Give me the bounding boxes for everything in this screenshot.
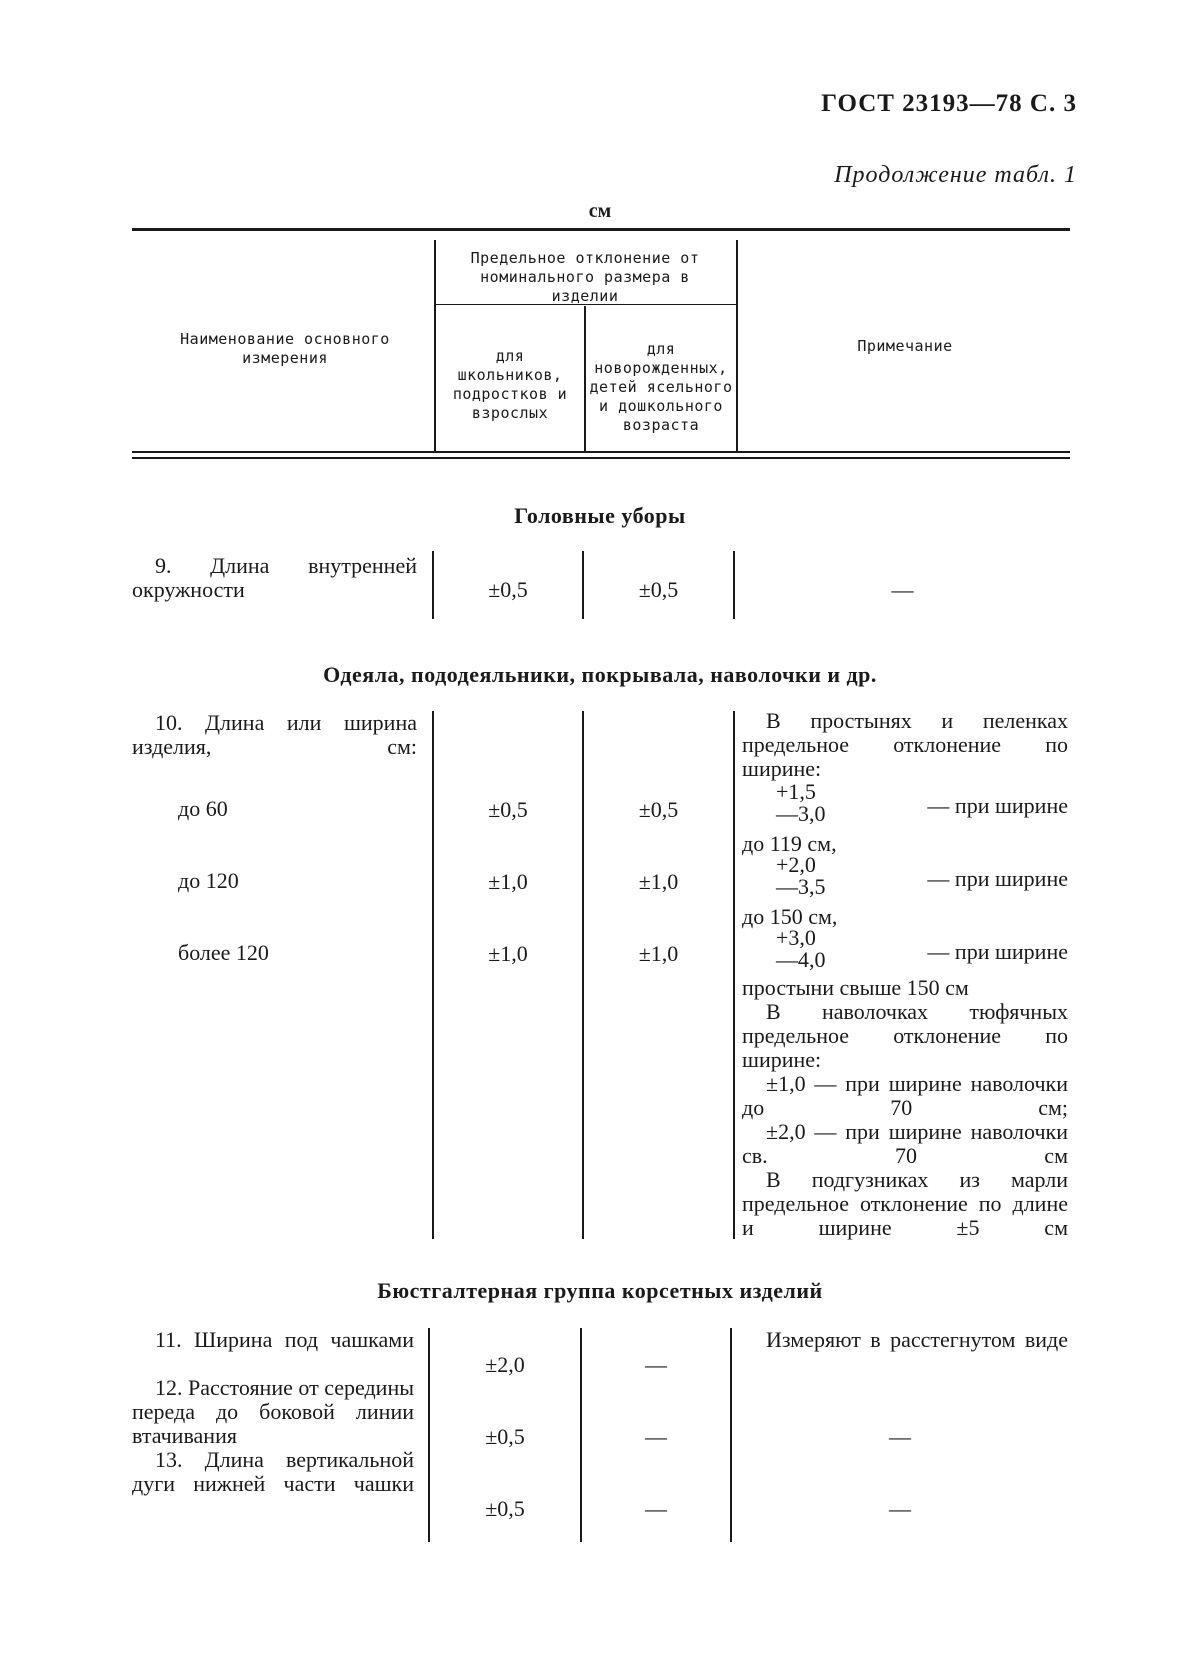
- column-header-children: для новорожденных, детей ясельного и дошкольного возраста: [589, 340, 733, 434]
- tolerance-limit: до 119 см,: [742, 831, 837, 856]
- header-divider-2: [584, 306, 586, 452]
- tolerance-fraction: +2,0 —3,5: [776, 852, 826, 899]
- column-header-name: Наименование основного измерения: [180, 330, 390, 367]
- document-reference: ГОСТ 23193—78 С. 3: [821, 90, 1077, 117]
- value-children: ±1,0: [638, 869, 679, 894]
- row-name: 13. Длина вертикальной дуги нижней части чашки: [132, 1447, 414, 1496]
- subrow-label: до 60: [178, 796, 228, 821]
- row-name: 9. Длина внутренней окружности: [132, 553, 417, 602]
- row-name: 10. Длина или ширина изделия, см:: [132, 710, 417, 759]
- row-divider: [432, 711, 434, 1239]
- value-children: —: [645, 1496, 667, 1521]
- tolerance-fraction: +3,0 —4,0: [776, 925, 826, 972]
- section-title: Одеяла, пододеяльники, покрывала, наволочки и др.: [323, 662, 877, 687]
- column-header-note: Примечание: [857, 337, 953, 355]
- value-note: —: [889, 1496, 911, 1521]
- unit-label: см: [588, 200, 612, 222]
- row-divider: [733, 711, 735, 1239]
- tolerance-condition: — при ширине: [927, 866, 1068, 891]
- row-name: 11. Ширина под чашками: [155, 1327, 414, 1352]
- value-adults: ±1,0: [488, 869, 528, 894]
- row-name: 12. Расстояние от середины переда до боковой линии втачивания: [132, 1375, 414, 1448]
- tolerance-condition: — при ширине: [927, 793, 1068, 818]
- value-adults: ±0,5: [485, 1496, 525, 1521]
- value-adults: ±0,5: [485, 1424, 525, 1449]
- section-title: Бюстгалтерная группа корсетных изделий: [377, 1278, 823, 1303]
- note-pillow-1: ±1,0 — при ширине наволочки до 70 см;: [742, 1071, 1068, 1120]
- value-children: ±1,0: [638, 941, 679, 966]
- tolerance-limit: простыни свыше 150 см: [742, 975, 969, 1000]
- value-adults: ±0,5: [488, 577, 528, 602]
- value-children: ±0,5: [638, 577, 679, 602]
- header-bottom-rule-1: [132, 451, 1070, 453]
- header-bottom-rule-2: [132, 457, 1070, 459]
- value-note: —: [891, 577, 914, 602]
- column-header-adults: для школьников, подростков и взрослых: [452, 347, 568, 422]
- subrow-label: до 120: [178, 868, 239, 893]
- value-children: —: [645, 1424, 667, 1449]
- subrow-label: более 120: [178, 940, 269, 965]
- row-divider: [582, 711, 584, 1239]
- header-divider-3: [736, 240, 738, 452]
- value-children: ±0,5: [638, 797, 679, 822]
- value-note: —: [889, 1424, 911, 1449]
- note-intro: В простынях и пеленках предельное отклонение по ширине:: [742, 708, 1068, 781]
- value-adults: ±1,0: [488, 941, 528, 966]
- value-note: Измеряют в расстегнутом виде: [766, 1327, 1068, 1352]
- section-title: Головные уборы: [514, 503, 686, 528]
- table-top-rule: [132, 228, 1070, 231]
- note-pillow-2: ±2,0 — при ширине наволочки св. 70 см: [742, 1119, 1068, 1168]
- value-children: —: [645, 1352, 667, 1377]
- note-pillow-intro: В наволочках тюфячных предельное отклонение по ширине:: [742, 999, 1068, 1072]
- note-diaper: В подгузниках из марли предельное отклонение по длине и ширине ±5 см: [742, 1167, 1068, 1240]
- value-adults: ±2,0: [485, 1352, 525, 1377]
- header-divider-1: [434, 240, 436, 452]
- column-header-deviation: Предельное отклонение от номинального размера в изделии: [470, 249, 700, 305]
- table-continuation-label: Продолжение табл. 1: [834, 162, 1077, 188]
- tolerance-limit: до 150 см,: [742, 904, 838, 929]
- tolerance-condition: — при ширине: [927, 939, 1068, 964]
- value-adults: ±0,5: [488, 797, 528, 822]
- tolerance-fraction: +1,5 —3,0: [776, 779, 826, 826]
